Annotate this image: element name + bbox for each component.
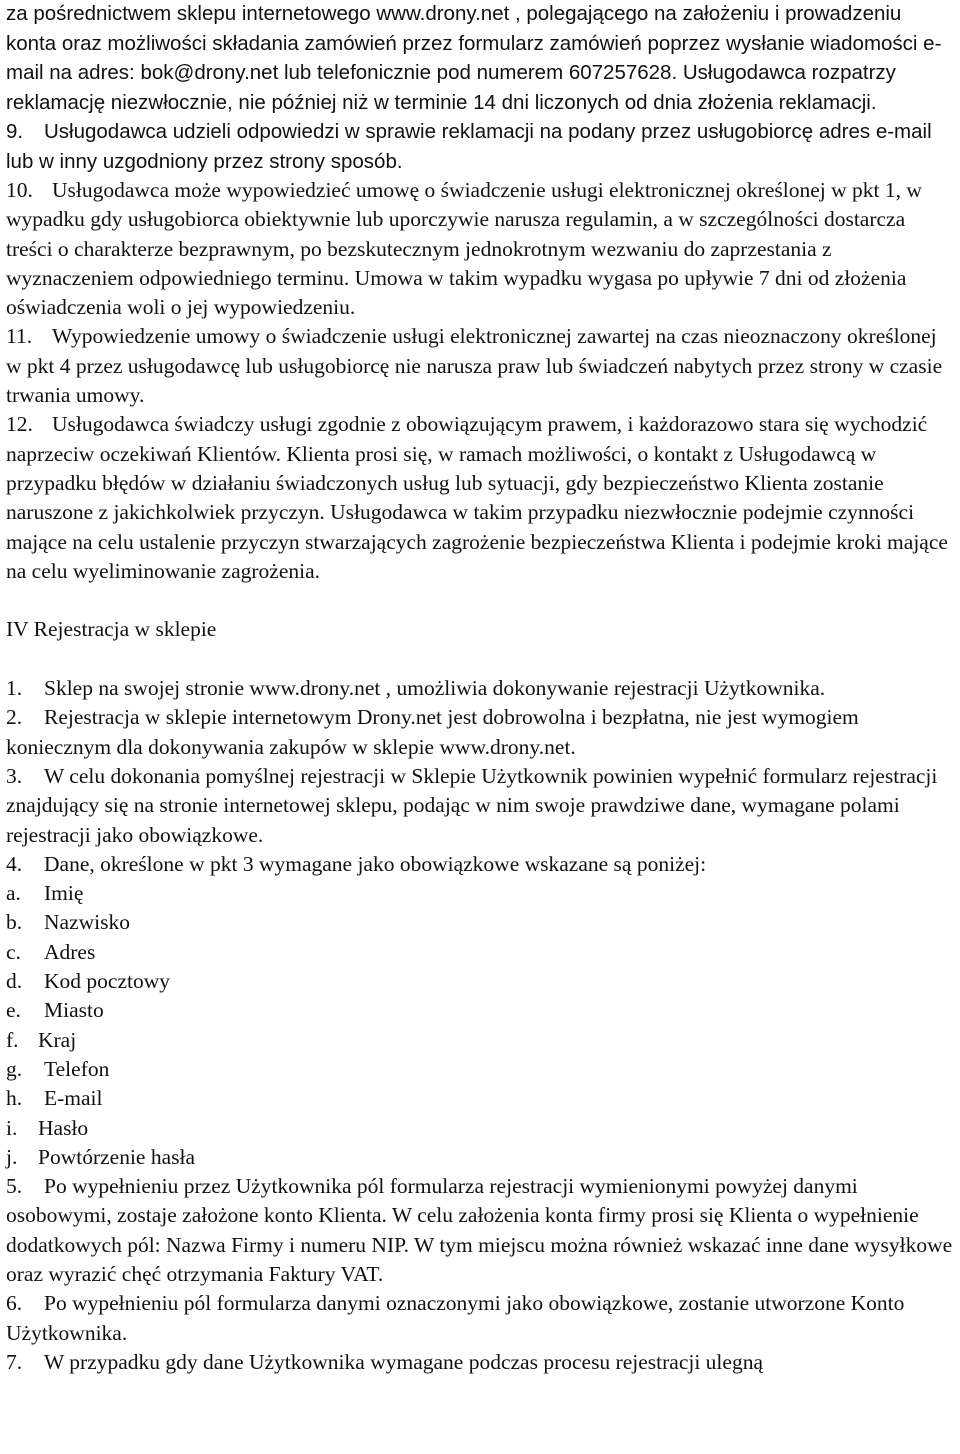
registration-item-7 xyxy=(6,1348,956,1377)
list-item-letter: c. xyxy=(6,939,21,964)
list-item-label: Kraj xyxy=(38,1027,77,1052)
list-item-letter: h. xyxy=(6,1086,23,1111)
item-text: Po wypełnieniu przez Użytkownika pól formularza rejestracji wymienionymi powyżej danymi osobowymi, zostaje założone konto Klienta. W celu założenia konta firmy prosi się Klienta o wypełnienie dodatkowych pól: Nazwa Firmy i numeru NIP. W tym miejscu można również wskazać inne dane wysyłkowe oraz wyrazić chęć otrzymania Faktury VAT. xyxy=(6,1174,953,1286)
list-item-label: Miasto xyxy=(44,998,104,1023)
list-item-letter: e. xyxy=(6,998,21,1023)
list-item-letter: f. xyxy=(6,1027,19,1052)
list-item xyxy=(6,1026,956,1055)
list-item xyxy=(6,996,956,1025)
registration-item-6 xyxy=(6,1289,956,1348)
registration-item-4 xyxy=(6,850,956,879)
list-item-label: Nazwisko xyxy=(44,910,130,935)
paragraph-text: Usługodawca może wypowiedzieć umowę o świadczenie usługi elektronicznej określonej w pkt 1, w wypadku gdy usługobiorca obiektywnie lub uporczywie narusza regulamin, a w szczególności dostarcza treści o charakterze bezprawnym, po bezskutecznym jednokrotnym wezwaniu do zaprzestania z wyznaczeniem odpowiedniego terminu. Umowa w takim wypadku wygasa po upływie 7 dni od złożenia oświadczenia woli o jej wypowiedzeniu. xyxy=(6,178,922,320)
list-item-label: Powtórzenie hasła xyxy=(38,1144,196,1169)
item-number: 4. xyxy=(6,851,23,876)
paragraph-text: Usługodawca udzieli odpowiedzi w sprawie reklamacji na podany przez usługobiorcę adres e-mail lub w inny uzgodniony przez strony sposób. xyxy=(6,120,932,173)
paragraph-12 xyxy=(6,410,956,586)
item-number: 2. xyxy=(6,705,23,730)
registration-item-3 xyxy=(6,762,956,850)
list-item xyxy=(6,1114,956,1143)
spacer xyxy=(6,645,956,674)
list-item-letter: b. xyxy=(6,910,23,935)
registration-item-5 xyxy=(6,1172,956,1289)
item-text: Po wypełnieniu pól formularza danymi oznaczonymi jako obowiązkowe, zostanie utworzone Konto Użytkownika. xyxy=(6,1291,905,1345)
item-number: 1. xyxy=(6,676,23,701)
item-text: W przypadku gdy dane Użytkownika wymagane podczas procesu rejestracji ulegną xyxy=(44,1349,763,1374)
list-item-label: Kod pocztowy xyxy=(44,969,170,994)
sans-section xyxy=(6,0,956,176)
paragraph-text: Wypowiedzenie umowy o świadczenie usługi elektronicznej zawartej na czas nieoznaczony określonej w pkt 4 przez usługodawcę lub usługobiorcę nie narusza praw lub świadczeń nabytych przez strony w czasie trwania umowy. xyxy=(6,324,943,408)
section-heading: IV Rejestracja w sklepie xyxy=(6,617,217,642)
item-text: Rejestracja w sklepie internetowym Drony.net jest dobrowolna i bezpłatna, nie jest wymogiem koniecznym dla dokonywania zakupów w sklepie www.drony.net. xyxy=(6,705,859,759)
list-item-label: Telefon xyxy=(44,1056,110,1081)
paragraph-number: 10. xyxy=(6,178,33,202)
list-item xyxy=(6,1143,956,1172)
spacer xyxy=(6,586,956,615)
paragraph-text: Usługodawca świadczy usługi zgodnie z obowiązującym prawem, i każdorazowo stara się wychodzić naprzeciw oczekiwań Klientów. Klienta prosi się, w ramach możliwości, o kontakt z Usługodawcą w przypadku błędów w działaniu świadczonych usług lub sytuacji, gdy bezpieczeństwo Klienta zostanie naruszone z jakichkolwiek przyczyn. Usługodawca w takim przypadku niezwłocznie podejmie czynności mające na celu ustalenie przyczyn stwarzających zagrożenie bezpieczeństwa Klienta i podejmie kroki mające na celu wyeliminowanie zagrożenia. xyxy=(6,412,948,583)
list-item xyxy=(6,967,956,996)
item-text: W celu dokonania pomyślnej rejestracji w Sklepie Użytkownik powinien wypełnić formularz rejestracji znajdujący się na stronie internetowej sklepu, podając w nim swoje prawdziwe dane, wymagane polami rejestracji jako obowiązkowe. xyxy=(6,763,938,847)
intro-paragraph: za pośrednictwem sklepu internetowego www.drony.net , polegającego na założeniu i prowadzeniu konta oraz możliwości składania zamówień przez formularz zamówień poprzez wysłanie wiadomości e-mail na adres: bok@drony.net lub telefonicznie pod numerem 607257628. Usługodawca rozpatrzy reklamację niezwłocznie, nie później niż w terminie 14 dni liczonych od dnia złożenia reklamacji. xyxy=(6,2,942,114)
serif-section xyxy=(6,176,956,1377)
item-text: Sklep na swojej stronie www.drony.net , umożliwia dokonywanie rejestracji Użytkownika. xyxy=(44,676,826,701)
paragraph-number: 9. xyxy=(6,120,24,143)
list-item-letter: g. xyxy=(6,1056,23,1081)
paragraph-9 xyxy=(6,117,956,176)
document-page xyxy=(6,0,956,1377)
list-item-letter: a. xyxy=(6,881,21,906)
paragraph-11 xyxy=(6,322,956,410)
required-fields-list xyxy=(6,879,956,1172)
item-text: Dane, określone w pkt 3 wymagane jako obowiązkowe wskazane są poniżej: xyxy=(44,851,707,876)
list-item xyxy=(6,1084,956,1113)
list-item xyxy=(6,938,956,967)
item-number: 5. xyxy=(6,1174,23,1199)
registration-item-2 xyxy=(6,703,956,762)
list-item xyxy=(6,879,956,908)
item-number: 7. xyxy=(6,1349,23,1374)
list-item-label: Imię xyxy=(44,881,84,906)
list-item-label: Adres xyxy=(44,939,96,964)
list-item xyxy=(6,1055,956,1084)
list-item-label: E-mail xyxy=(44,1086,103,1111)
item-number: 3. xyxy=(6,763,23,788)
paragraph-number: 11. xyxy=(6,324,33,349)
item-number: 6. xyxy=(6,1291,23,1316)
paragraph-number: 12. xyxy=(6,412,33,437)
list-item xyxy=(6,908,956,937)
list-item-letter: i. xyxy=(6,1115,18,1140)
paragraph-10 xyxy=(6,176,956,322)
registration-item-1 xyxy=(6,674,956,703)
list-item-label: Hasło xyxy=(38,1115,89,1140)
list-item-letter: j. xyxy=(6,1144,18,1169)
list-item-letter: d. xyxy=(6,969,23,994)
